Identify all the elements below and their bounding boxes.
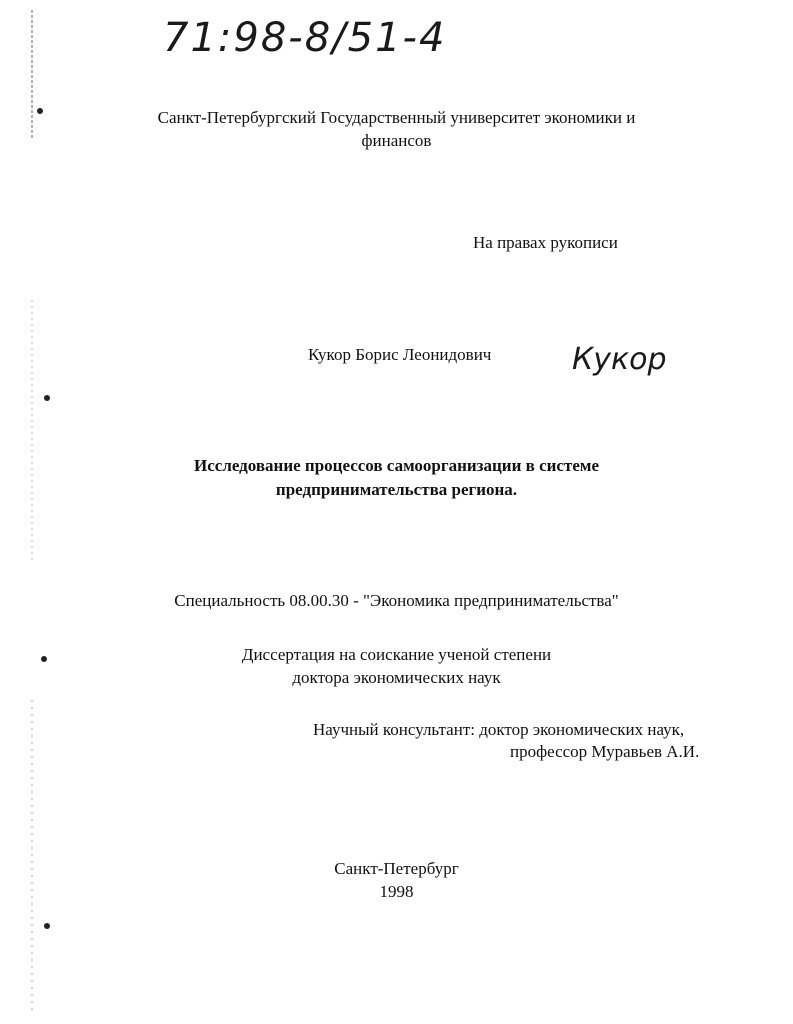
dissertation-title-line-2: предпринимательства региона. xyxy=(275,480,518,499)
dissertation-title-line-1: Исследование процессов самоорганизации в системе xyxy=(194,456,599,475)
university-line-2: финансов xyxy=(361,131,432,150)
specialty: Специальность 08.00.30 - "Экономика предпринимательства" xyxy=(174,591,619,610)
author-signature: Кукор xyxy=(572,342,667,377)
degree-line-1: Диссертация на соискание ученой степени xyxy=(241,645,552,664)
degree-line-2: доктора экономических наук xyxy=(292,668,501,687)
city: Санкт-Петербург xyxy=(334,859,459,878)
scan-speck xyxy=(44,923,50,929)
consultant-line-1: Научный консультант: доктор экономических наук, xyxy=(313,720,685,739)
year: 1998 xyxy=(379,882,414,901)
scan-speck xyxy=(44,395,50,401)
consultant-line-2: профессор Муравьев А.И. xyxy=(510,742,700,761)
manuscript-note: На правах рукописи xyxy=(473,233,618,252)
author-name: Кукор Борис Леонидович xyxy=(308,345,492,364)
archive-number: 71:98-8/51-4 xyxy=(163,15,447,61)
university-line-1: Санкт-Петербургский Государственный университет экономики и xyxy=(157,108,636,127)
